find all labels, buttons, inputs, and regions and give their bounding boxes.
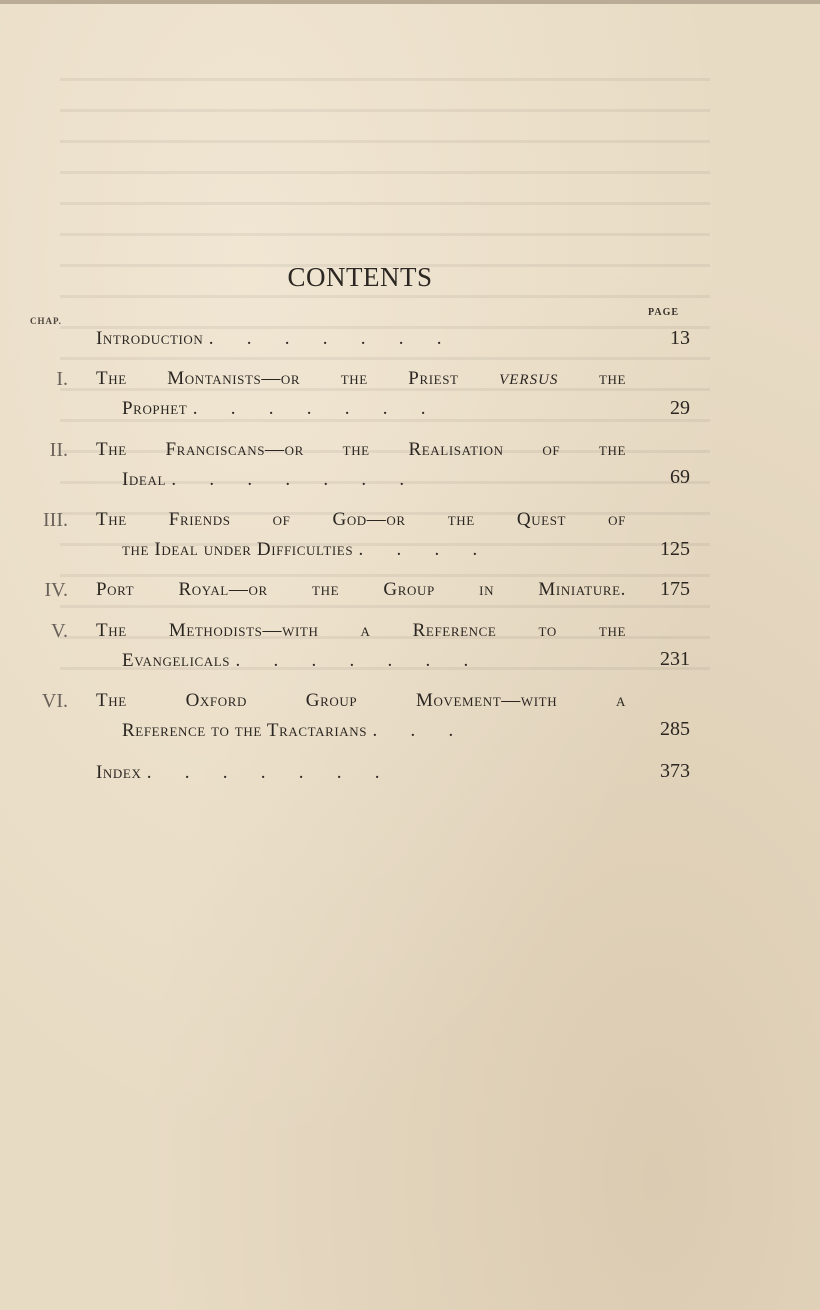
chapter-numeral: V. <box>51 620 68 642</box>
entry-title-line-2: the Ideal under Difficulties . . . . <box>122 539 478 560</box>
entry-title-line-1: The Franciscans—or the Realisation of the <box>96 439 626 460</box>
entry-title-line-2: Evangelicals . . . . . . . <box>122 650 469 671</box>
page-number: 373 <box>660 760 690 782</box>
entry-title-line-1: The Friends of God—or the Quest of <box>96 509 626 530</box>
entry-title-line-2: Reference to the Tractarians . . . <box>122 720 454 741</box>
chapter-numeral: IV. <box>44 579 68 601</box>
page-number: 231 <box>660 648 690 670</box>
dot-leaders: . . . <box>372 720 454 741</box>
chapter-numeral: I. <box>56 368 68 390</box>
dot-leaders: . . . . . . . <box>235 650 469 671</box>
bleed-through-texture <box>60 50 710 670</box>
page-number: 29 <box>670 397 690 419</box>
entry-title: Introduction . . . . . . . <box>96 328 442 349</box>
dot-leaders: . . . . . . . <box>171 469 405 490</box>
page-number: 125 <box>660 538 690 560</box>
entry-title-line-1: The Montanists—or the Priest VERSUS the <box>96 368 627 389</box>
page-number: 175 <box>660 578 690 600</box>
page-number: 13 <box>670 327 690 349</box>
chapter-numeral: VI. <box>41 690 68 712</box>
page-column-label: PAGE <box>648 307 680 318</box>
dot-leaders: . . . . . . . <box>146 762 380 783</box>
page-number: 285 <box>660 718 690 740</box>
chapter-numeral: III. <box>43 509 68 531</box>
chapter-numeral: II. <box>49 439 68 461</box>
page-number: 69 <box>670 466 690 488</box>
chap-column-label: CHAP. <box>30 316 62 326</box>
entry-title-line-2: Prophet . . . . . . . <box>122 398 426 419</box>
contents-title: CONTENTS <box>287 262 433 292</box>
entry-title-line-1: The Methodists—with a Reference to the <box>96 620 626 641</box>
entry-title-line-1: The Oxford Group Movement—with a <box>96 690 626 711</box>
dot-leaders: . . . . . . . <box>208 328 442 349</box>
entry-title: Index . . . . . . . <box>96 762 380 783</box>
dot-leaders: . . . . . . . <box>192 398 426 419</box>
entry-title: Port Royal—or the Group in Miniature. <box>96 579 626 600</box>
entry-title-line-2: Ideal . . . . . . . <box>122 469 405 490</box>
dot-leaders: . . . . <box>358 539 478 560</box>
